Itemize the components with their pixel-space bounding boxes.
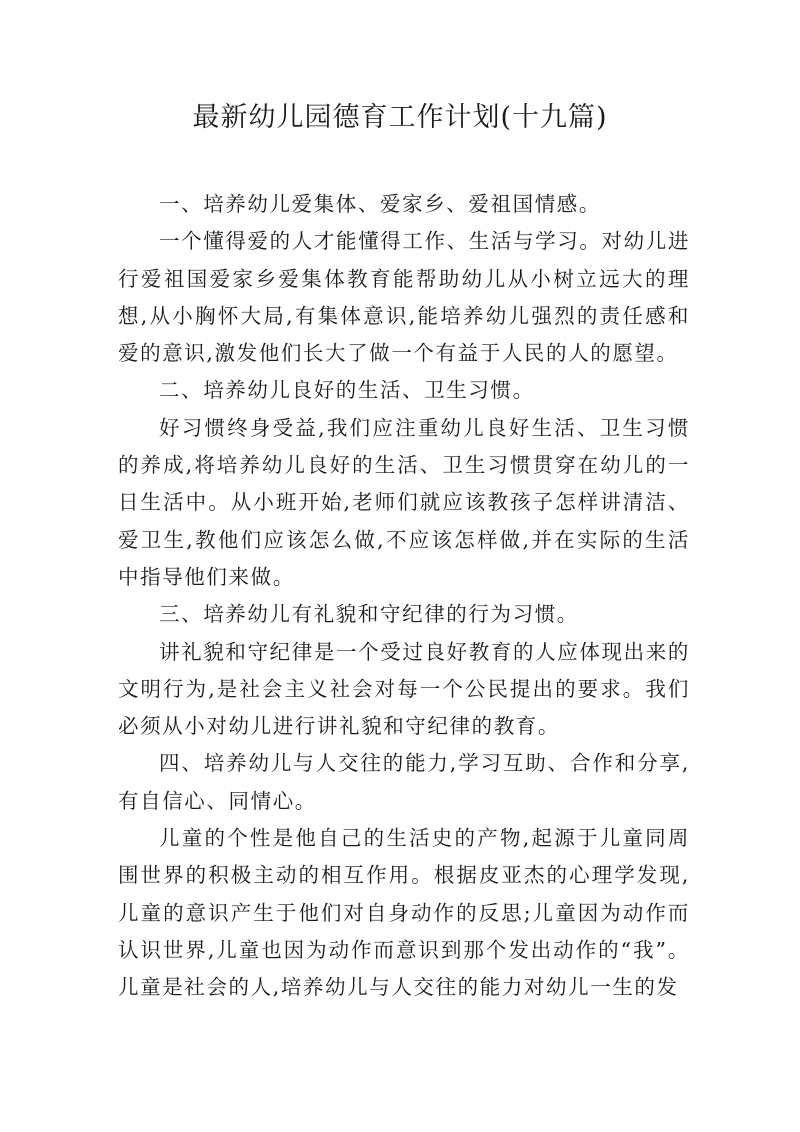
paragraph-hygiene-habits: 好习惯终身受益,我们应注重幼儿良好生活、卫生习惯的养成,将培养幼儿良好的生活、卫生习惯贯穿在幼儿的一日生活中。从小班开始,老师们就应该教孩子怎样讲清洁、爱卫生,教他们应该怎么做,不应该怎样做,并在实际的生活中指导他们来做。 — [118, 415, 690, 589]
heading-4-social-ability: 四、培养幼儿与人交往的能力,学习互助、合作和分享,有自信心、同情心。 — [118, 751, 690, 813]
document-title: 最新幼儿园德育工作计划(十九篇) — [192, 102, 608, 133]
paragraph-child-personality: 儿童的个性是他自己的生活史的产物,起源于儿童同周围世界的积极主动的相互作用。根据皮亚杰的心理学发现,儿童的意识产生于他们对自身动作的反思;儿童因为动作而认识世界,儿童也因为动作而意识到那个发出动作的“我”。儿童是社会的人,培养幼儿与人交往的能力对幼儿一生的发 — [118, 826, 690, 1000]
heading-3-courtesy-discipline: 三、培养幼儿有礼貌和守纪律的行为习惯。 — [159, 602, 579, 627]
paragraph-love-education: 一个懂得爱的人才能懂得工作、生活与学习。对幼儿进行爱祖国爱家乡爱集体教育能帮助幼儿从小树立远大的理想,从小胸怀大局,有集体意识,能培养幼儿强烈的责任感和爱的意识,激发他们长大了做一个有益于人民的人的愿望。 — [118, 229, 690, 366]
heading-2-living-habits: 二、培养幼儿良好的生活、卫生习惯。 — [159, 378, 535, 403]
document-body — [118, 186, 690, 1007]
paragraph-courtesy-education: 讲礼貌和守纪律是一个受过良好教育的人应体现出来的文明行为,是社会主义社会对每一个公民提出的要求。我们必须从小对幼儿进行讲礼貌和守纪律的教育。 — [118, 639, 690, 739]
heading-1-collective-love: 一、培养幼儿爱集体、爱家乡、爱祖国情感。 — [159, 192, 601, 216]
